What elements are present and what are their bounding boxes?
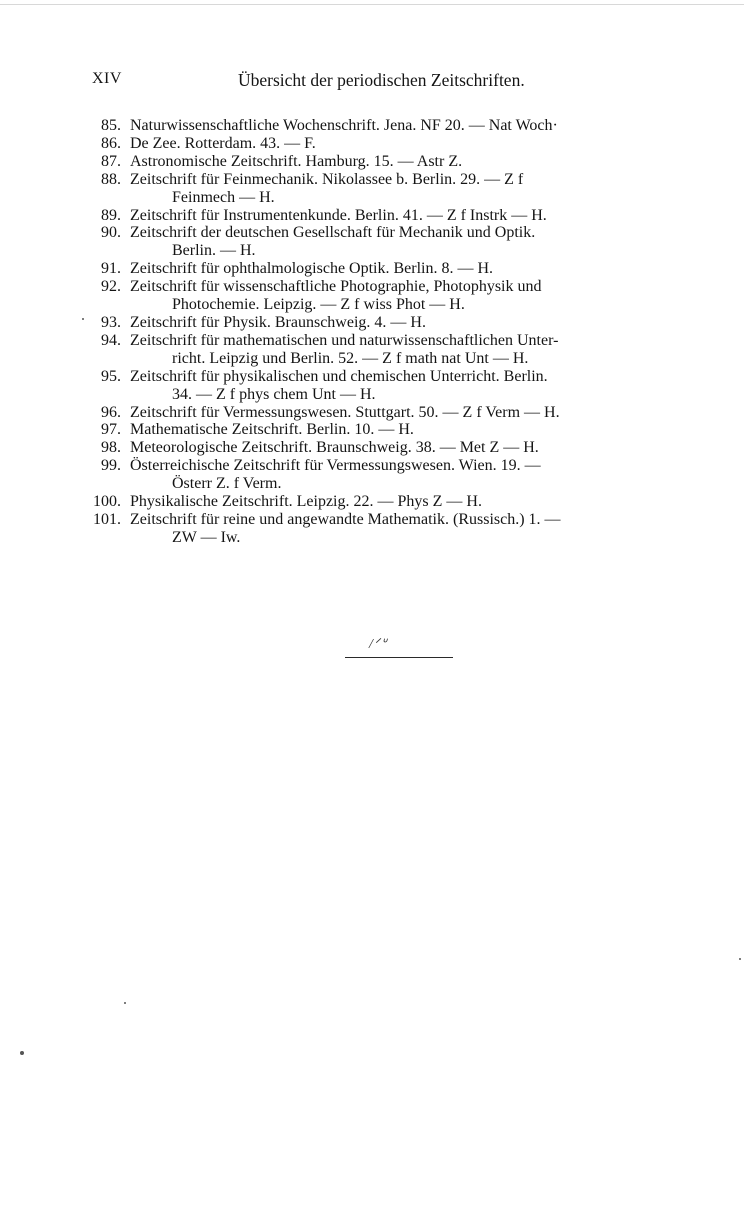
entry-text: Zeitschrift der deutschen Gesellschaft für Mechanik und Optik. <box>130 224 536 242</box>
entry-continuation: ZW — Iw. <box>172 528 241 546</box>
page-header <box>92 70 716 94</box>
list-item <box>84 153 724 171</box>
entry-text: Zeitschrift für Instrumentenkunde. Berlin. 41. — Z f Instrk — H. <box>130 206 547 224</box>
handwritten-mark: /ᐟᐡ <box>369 637 388 652</box>
entry-text: Astronomische Zeitschrift. Hamburg. 15. — Astr Z. <box>130 152 463 170</box>
entry-continuation: Österr Z. f Verm. <box>172 475 282 493</box>
list-item <box>84 314 724 332</box>
list-item <box>84 117 724 135</box>
entry-number: 98. <box>101 439 121 457</box>
entry-text: Meteorologische Zeitschrift. Braunschweig. 38. — Met Z — H. <box>130 439 539 457</box>
entry-number: 89. <box>101 206 121 224</box>
entry-number: 96. <box>101 403 121 421</box>
entry-text: Zeitschrift für reine und angewandte Mathematik. (Russisch.) 1. — <box>130 510 561 528</box>
entry-number: 101. <box>93 510 121 528</box>
list-item <box>84 421 724 439</box>
entry-number: 86. <box>101 134 121 152</box>
entry-number: 100. <box>93 493 121 511</box>
entry-number: 99. <box>101 457 121 475</box>
entry-text: Zeitschrift für Physik. Braunschweig. 4. — H. <box>130 313 426 331</box>
end-rule <box>345 657 453 658</box>
list-item <box>84 224 724 260</box>
entry-number: 91. <box>101 260 121 278</box>
running-title: Übersicht der periodischen Zeitschriften. <box>238 70 525 90</box>
paper-speck <box>20 1051 24 1055</box>
list-item <box>84 332 724 368</box>
entry-continuation: richt. Leipzig und Berlin. 52. — Z f math nat Unt — H. <box>172 349 529 367</box>
list-item <box>84 368 724 404</box>
entry-text: Zeitschrift für Feinmechanik. Nikolassee b. Berlin. 29. — Z f <box>130 170 524 188</box>
entry-text: Österreichische Zeitschrift für Vermessungswesen. Wien. 19. — <box>130 457 541 475</box>
entry-text: De Zee. Rotterdam. 43. — F. <box>130 134 316 152</box>
entry-continuation: Feinmech — H. <box>172 188 275 206</box>
list-item <box>84 260 724 278</box>
entry-number: 97. <box>101 421 121 439</box>
list-item <box>84 278 724 314</box>
entry-number: 94. <box>101 331 121 349</box>
list-item <box>84 493 724 511</box>
entry-number: 85. <box>101 117 121 134</box>
list-item <box>84 207 724 225</box>
list-item <box>84 439 724 457</box>
entry-text: Naturwissenschaftliche Wochenschrift. Jena. NF 20. — Nat Woch· <box>130 117 558 134</box>
entry-number: 87. <box>101 152 121 170</box>
list-item <box>84 511 724 547</box>
entry-number: 88. <box>101 170 121 188</box>
entry-number: 95. <box>101 367 121 385</box>
entry-number: 93. <box>101 313 121 331</box>
entry-number: 92. <box>101 278 121 296</box>
list-item <box>84 404 724 422</box>
list-item <box>84 135 724 153</box>
entry-continuation: Berlin. — H. <box>172 242 256 260</box>
paper-speck <box>739 958 741 960</box>
entry-text: Mathematische Zeitschrift. Berlin. 10. — H. <box>130 421 414 439</box>
periodicals-list <box>84 117 724 547</box>
list-item <box>84 171 724 207</box>
entry-text: Zeitschrift für wissenschaftliche Photographie, Photophysik und <box>130 278 542 296</box>
entry-text: Zeitschrift für mathematischen und naturwissenschaftlichen Unter- <box>130 331 559 349</box>
entry-text: Physikalische Zeitschrift. Leipzig. 22. — Phys Z — H. <box>130 493 482 511</box>
paper-speck <box>82 318 84 320</box>
page-number: XIV <box>92 70 122 87</box>
entry-number: 90. <box>101 224 121 242</box>
entry-text: Zeitschrift für ophthalmologische Optik. Berlin. 8. — H. <box>130 260 494 278</box>
end-mark <box>345 636 453 660</box>
entry-text: Zeitschrift für Vermessungswesen. Stuttgart. 50. — Z f Verm — H. <box>130 403 560 421</box>
page-top-rule <box>0 4 744 5</box>
paper-speck <box>124 1002 126 1004</box>
entry-continuation: Photochemie. Leipzig. — Z f wiss Phot — H. <box>172 296 465 314</box>
entry-text: Zeitschrift für physikalischen und chemischen Unterricht. Berlin. <box>130 367 548 385</box>
list-item <box>84 457 724 493</box>
entry-continuation: 34. — Z f phys chem Unt — H. <box>172 385 376 403</box>
